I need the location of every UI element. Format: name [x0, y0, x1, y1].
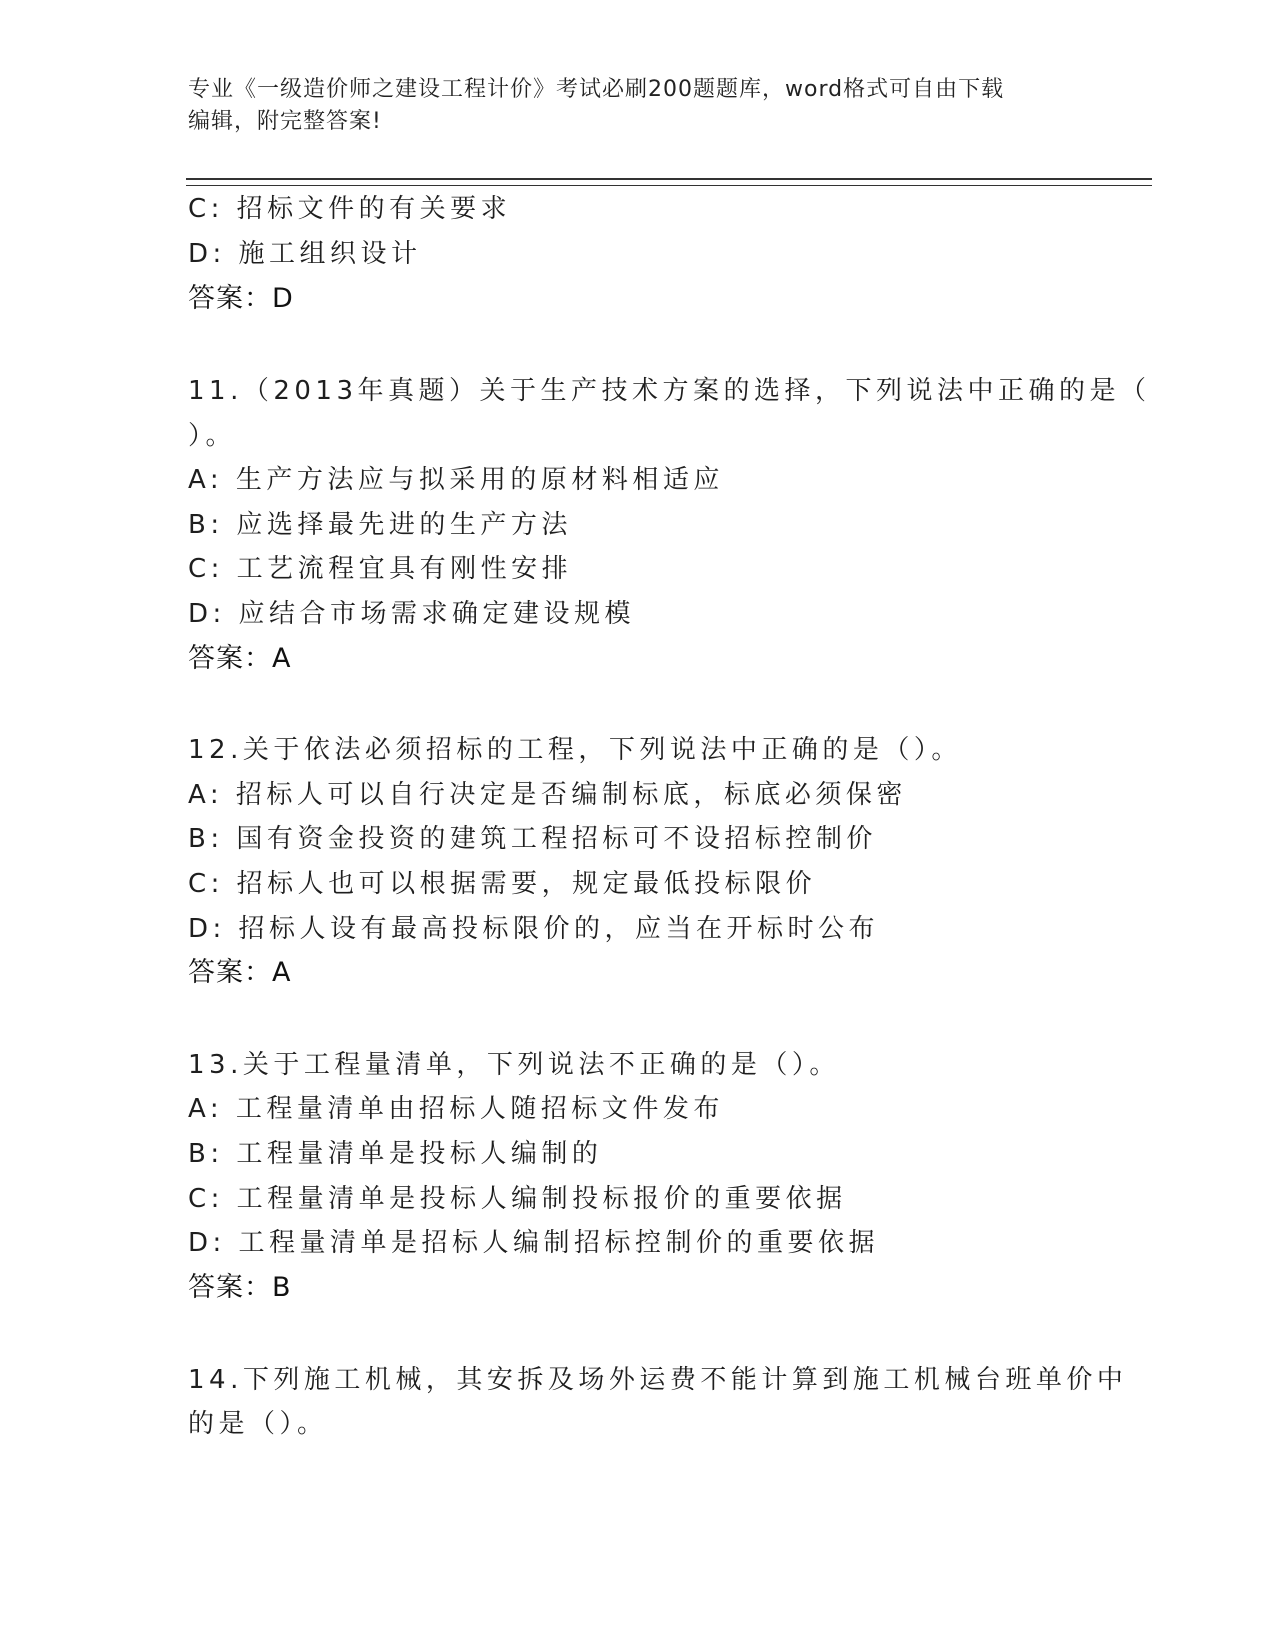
- q12-stem: 12.关于依法必须招标的工程，下列说法中正确的是（）。: [188, 735, 962, 765]
- q13-option-c: C: 工程量清单是投标人编制投标报价的重要依据: [188, 1184, 847, 1214]
- header-line-1: 专业《一级造价师之建设工程计价》考试必刷200题题库，word格式可自由下载: [188, 77, 1005, 102]
- q11-option-c: C: 工艺流程宜具有刚性安排: [188, 554, 573, 584]
- page-header: [188, 74, 1088, 138]
- q13-stem: 13.关于工程量清单，下列说法不正确的是（）。: [188, 1050, 840, 1080]
- q14-stem-line-2: 的是（）。: [188, 1409, 328, 1439]
- q14-stem-line-1: 14.下列施工机械，其安拆及场外运费不能计算到施工机械台班单价中: [188, 1365, 1128, 1395]
- q12-option-b: B: 国有资金投资的建筑工程招标可不设招标控制价: [188, 824, 877, 854]
- q12-option-a: A: 招标人可以自行决定是否编制标底，标底必须保密: [188, 780, 907, 810]
- q12-option-c: C: 招标人也可以根据需要，规定最低投标限价: [188, 869, 817, 899]
- q10-option-d: D: 施工组织设计: [188, 239, 422, 269]
- q10-option-c: C: 招标文件的有关要求: [188, 194, 512, 224]
- header-line-2: 编辑，附完整答案!: [188, 109, 382, 134]
- q13-option-a: A: 工程量清单由招标人随招标文件发布: [188, 1094, 724, 1124]
- q11-option-a: A: 生产方法应与拟采用的原材料相适应: [188, 465, 724, 495]
- q12-option-d: D: 招标人设有最高投标限价的，应当在开标时公布: [188, 914, 880, 944]
- q11-stem-line-1: 11.（2013年真题）关于生产技术方案的选择，下列说法中正确的是（: [188, 376, 1151, 406]
- q13-option-b: B: 工程量清单是投标人编制的: [188, 1139, 603, 1169]
- q11-option-d: D: 应结合市场需求确定建设规模: [188, 599, 636, 629]
- header-rule: [186, 178, 1152, 186]
- q12-answer: 答案：A: [188, 957, 292, 988]
- q11-option-b: B: 应选择最先进的生产方法: [188, 510, 572, 540]
- q13-option-d: D: 工程量清单是招标人编制招标控制价的重要依据: [188, 1228, 880, 1258]
- q11-stem-line-2: ）。: [188, 421, 237, 451]
- q11-answer: 答案：A: [188, 643, 292, 674]
- q10-answer: 答案：D: [188, 283, 294, 314]
- q13-answer: 答案：B: [188, 1272, 292, 1303]
